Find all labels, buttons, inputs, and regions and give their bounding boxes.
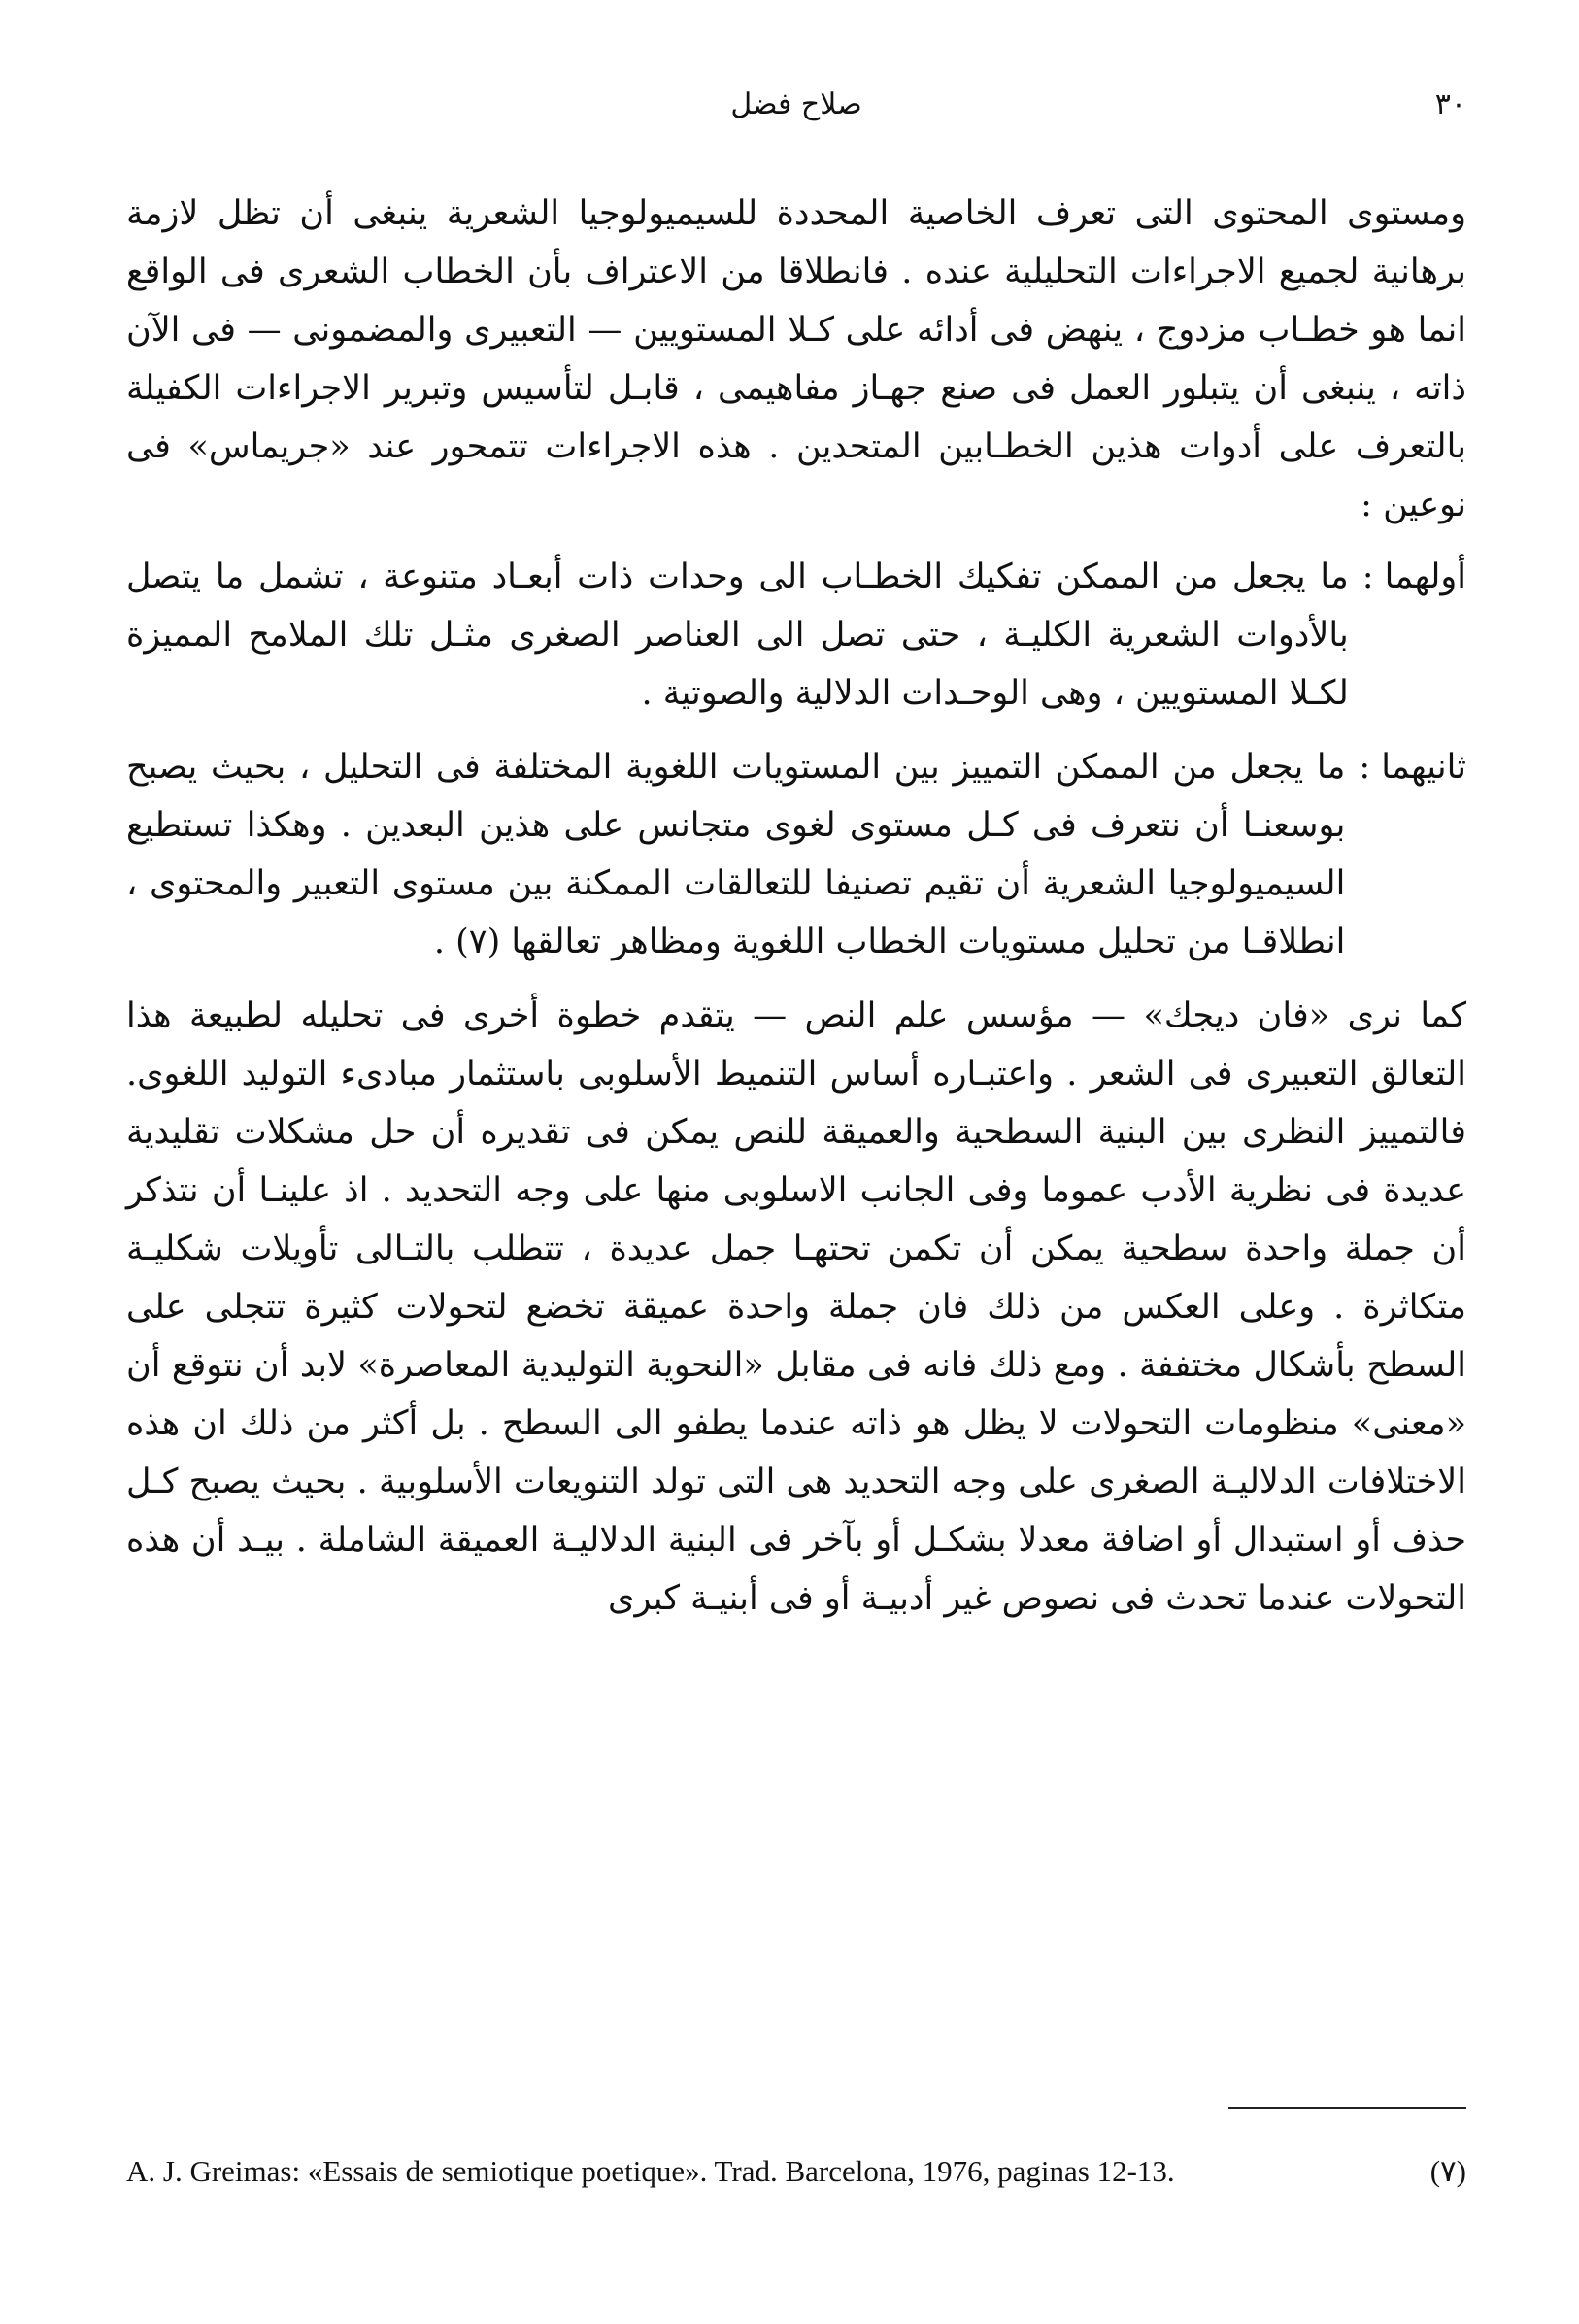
list-item bbox=[126, 548, 1466, 723]
list-item-label: ثانيهما : bbox=[1359, 748, 1466, 787]
footnote-text: A. J. Greimas: «Essais de semiotique poetique». Trad. Barcelona, 1976, paginas 12-13. bbox=[126, 2154, 1175, 2188]
list-item-label: أولهما : bbox=[1361, 557, 1466, 596]
page-header bbox=[126, 87, 1466, 136]
footnote-divider bbox=[1228, 2107, 1466, 2109]
list-item bbox=[126, 738, 1466, 971]
page-number: ٣٠ bbox=[1434, 87, 1466, 121]
footnote bbox=[126, 2151, 1466, 2191]
closing-paragraph: كما نرى «فان ديجك» — مؤسس علم النص — يتقدم خطوة أخرى فى تحليله لطبيعة هذا التعالق التعبيرى فى الشعر . واعتبـاره أساس التنميط الأسلوبى باستثمار مبادىء التوليد اللغوى. فالتمييز النظرى بين البنية السطحية والعميقة للنص يمكن فى تقديره أن حل مشكلات تقليدية عديدة فى نظرية الأدب عموما وفى الجانب الاسلوبى منها على وجه التحديد . اذ علينـا أن نتذكر أن جملة واحدة سطحية يمكن أن تكمن تحتهـا جمل عديدة ، تتطلب بالتـالى تأويلات شكليـة متكاثرة . وعلى العكس من ذلك فان جملة واحدة عميقة تخضع لتحولات كثيرة تتجلى على السطح بأشكال مختففة . ومع ذلك فانه فى مقابل «النحوية التوليدية المعاصرة» لابد أن نتوقع أن «معنى» منظومات التحولات لا يظل هو ذاته عندما يطفو الى السطح . بل أكثر من ذلك ان هذه الاختلافات الدلاليـة الصغرى على وجه التحديد هى التى تولد التنويعات الأسلوبية . بحيث يصبح كـل حذف أو استبدال أو اضافة معدلا بشكـل أو بآخر فى البنية الدلاليـة العميقة الشاملة . بيـد أن هذه التحولات عندما تحدث فى نصوص غير أدبيـة أو فى أبنيـة كبرى bbox=[126, 996, 1466, 1618]
intro-paragraph: ومستوى المحتوى التى تعرف الخاصية المحددة للسيميولوجيا الشعرية ينبغى أن تظل لازمة برهانية لجميع الاجراءات التحليلية عنده . فانطلاقا من الاعتراف بأن الخطاب الشعرى فى الواقع انما هو خطـاب مزدوج ، ينهض فى أدائه على كـلا المستويين — التعبيرى والمضمونى — فى الآن ذاته ، ينبغى أن يتبلور العمل فى صنع جهـاز مفاهيمى ، قابـل لتأسيس وتبرير الاجراءات الكفيلة بالتعرف على أدوات هذين الخطـابين المتحدين . هذه الاجراءات تتمحور عند «جريماس» فى نوعين : bbox=[126, 194, 1466, 524]
list-item-text: ما يجعل من الممكن تفكيك الخطـاب الى وحدات ذات أبعـاد متنوعة ، تشمل ما يتصل بالأدوات الشعرية الكليـة ، حتى تصل الى العناصر الصغرى مثـل تلك الملامح المميزة لكـلا المستويين ، وهى الوحـدات الدلالية والصوتية . bbox=[126, 557, 1349, 713]
footnote-marker: (٧) bbox=[1429, 2154, 1466, 2188]
running-head: صلاح فضل bbox=[730, 87, 862, 121]
list-item-text: ما يجعل من الممكن التمييز بين المستويات اللغوية المختلفة فى التحليل ، بحيث يصبح بوسعنـا أن نتعرف فى كـل مستوى لغوى متجانس على هذين البعدين . وهكذا تستطيع السيميولوجيا الشعرية أن تقيم تصنيفا للتعالقات الممكنة بين مستوى التعبير والمحتوى ، انطلاقـا من تحليل مستويات الخطاب اللغوية ومظاهر تعالقها (٧) . bbox=[126, 748, 1346, 961]
body-text bbox=[126, 185, 1466, 1641]
